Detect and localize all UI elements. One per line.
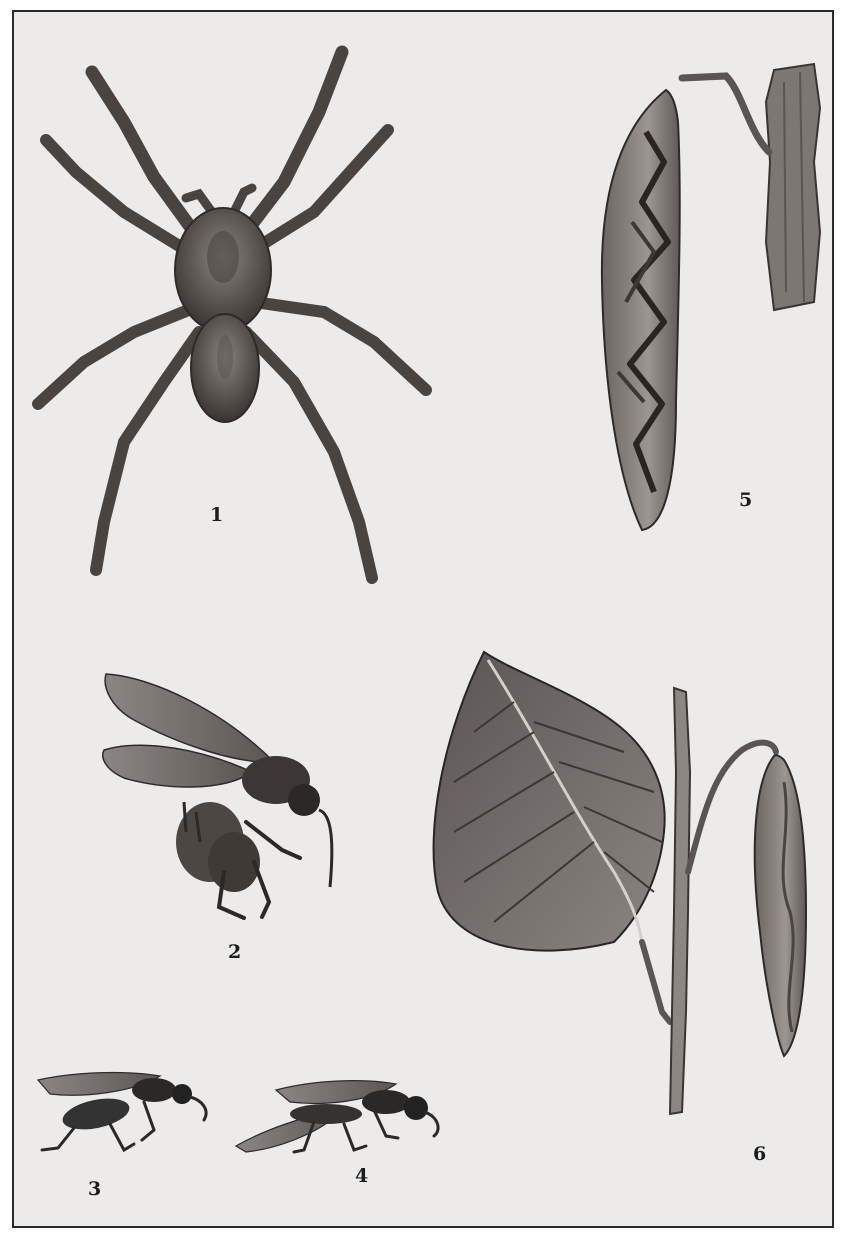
- figure-2-label: 2: [228, 941, 242, 963]
- wasp-4-figure: [236, 1081, 438, 1152]
- figure-3-label: 3: [88, 1178, 102, 1200]
- poplar-leaf-figure: [434, 652, 806, 1114]
- figure-5-label: 5: [739, 489, 753, 511]
- figure-4-label: 4: [355, 1165, 369, 1187]
- figure-1-label: 1: [210, 504, 224, 526]
- plate-artwork: [14, 12, 832, 1226]
- wasp-with-prey-figure: [103, 674, 332, 918]
- plate-illustration: [12, 10, 834, 1228]
- figure-6-label: 6: [753, 1143, 767, 1165]
- rolled-leaf-figure: [602, 64, 820, 530]
- spider-body: [175, 208, 271, 422]
- wasp-3-figure: [38, 1073, 206, 1150]
